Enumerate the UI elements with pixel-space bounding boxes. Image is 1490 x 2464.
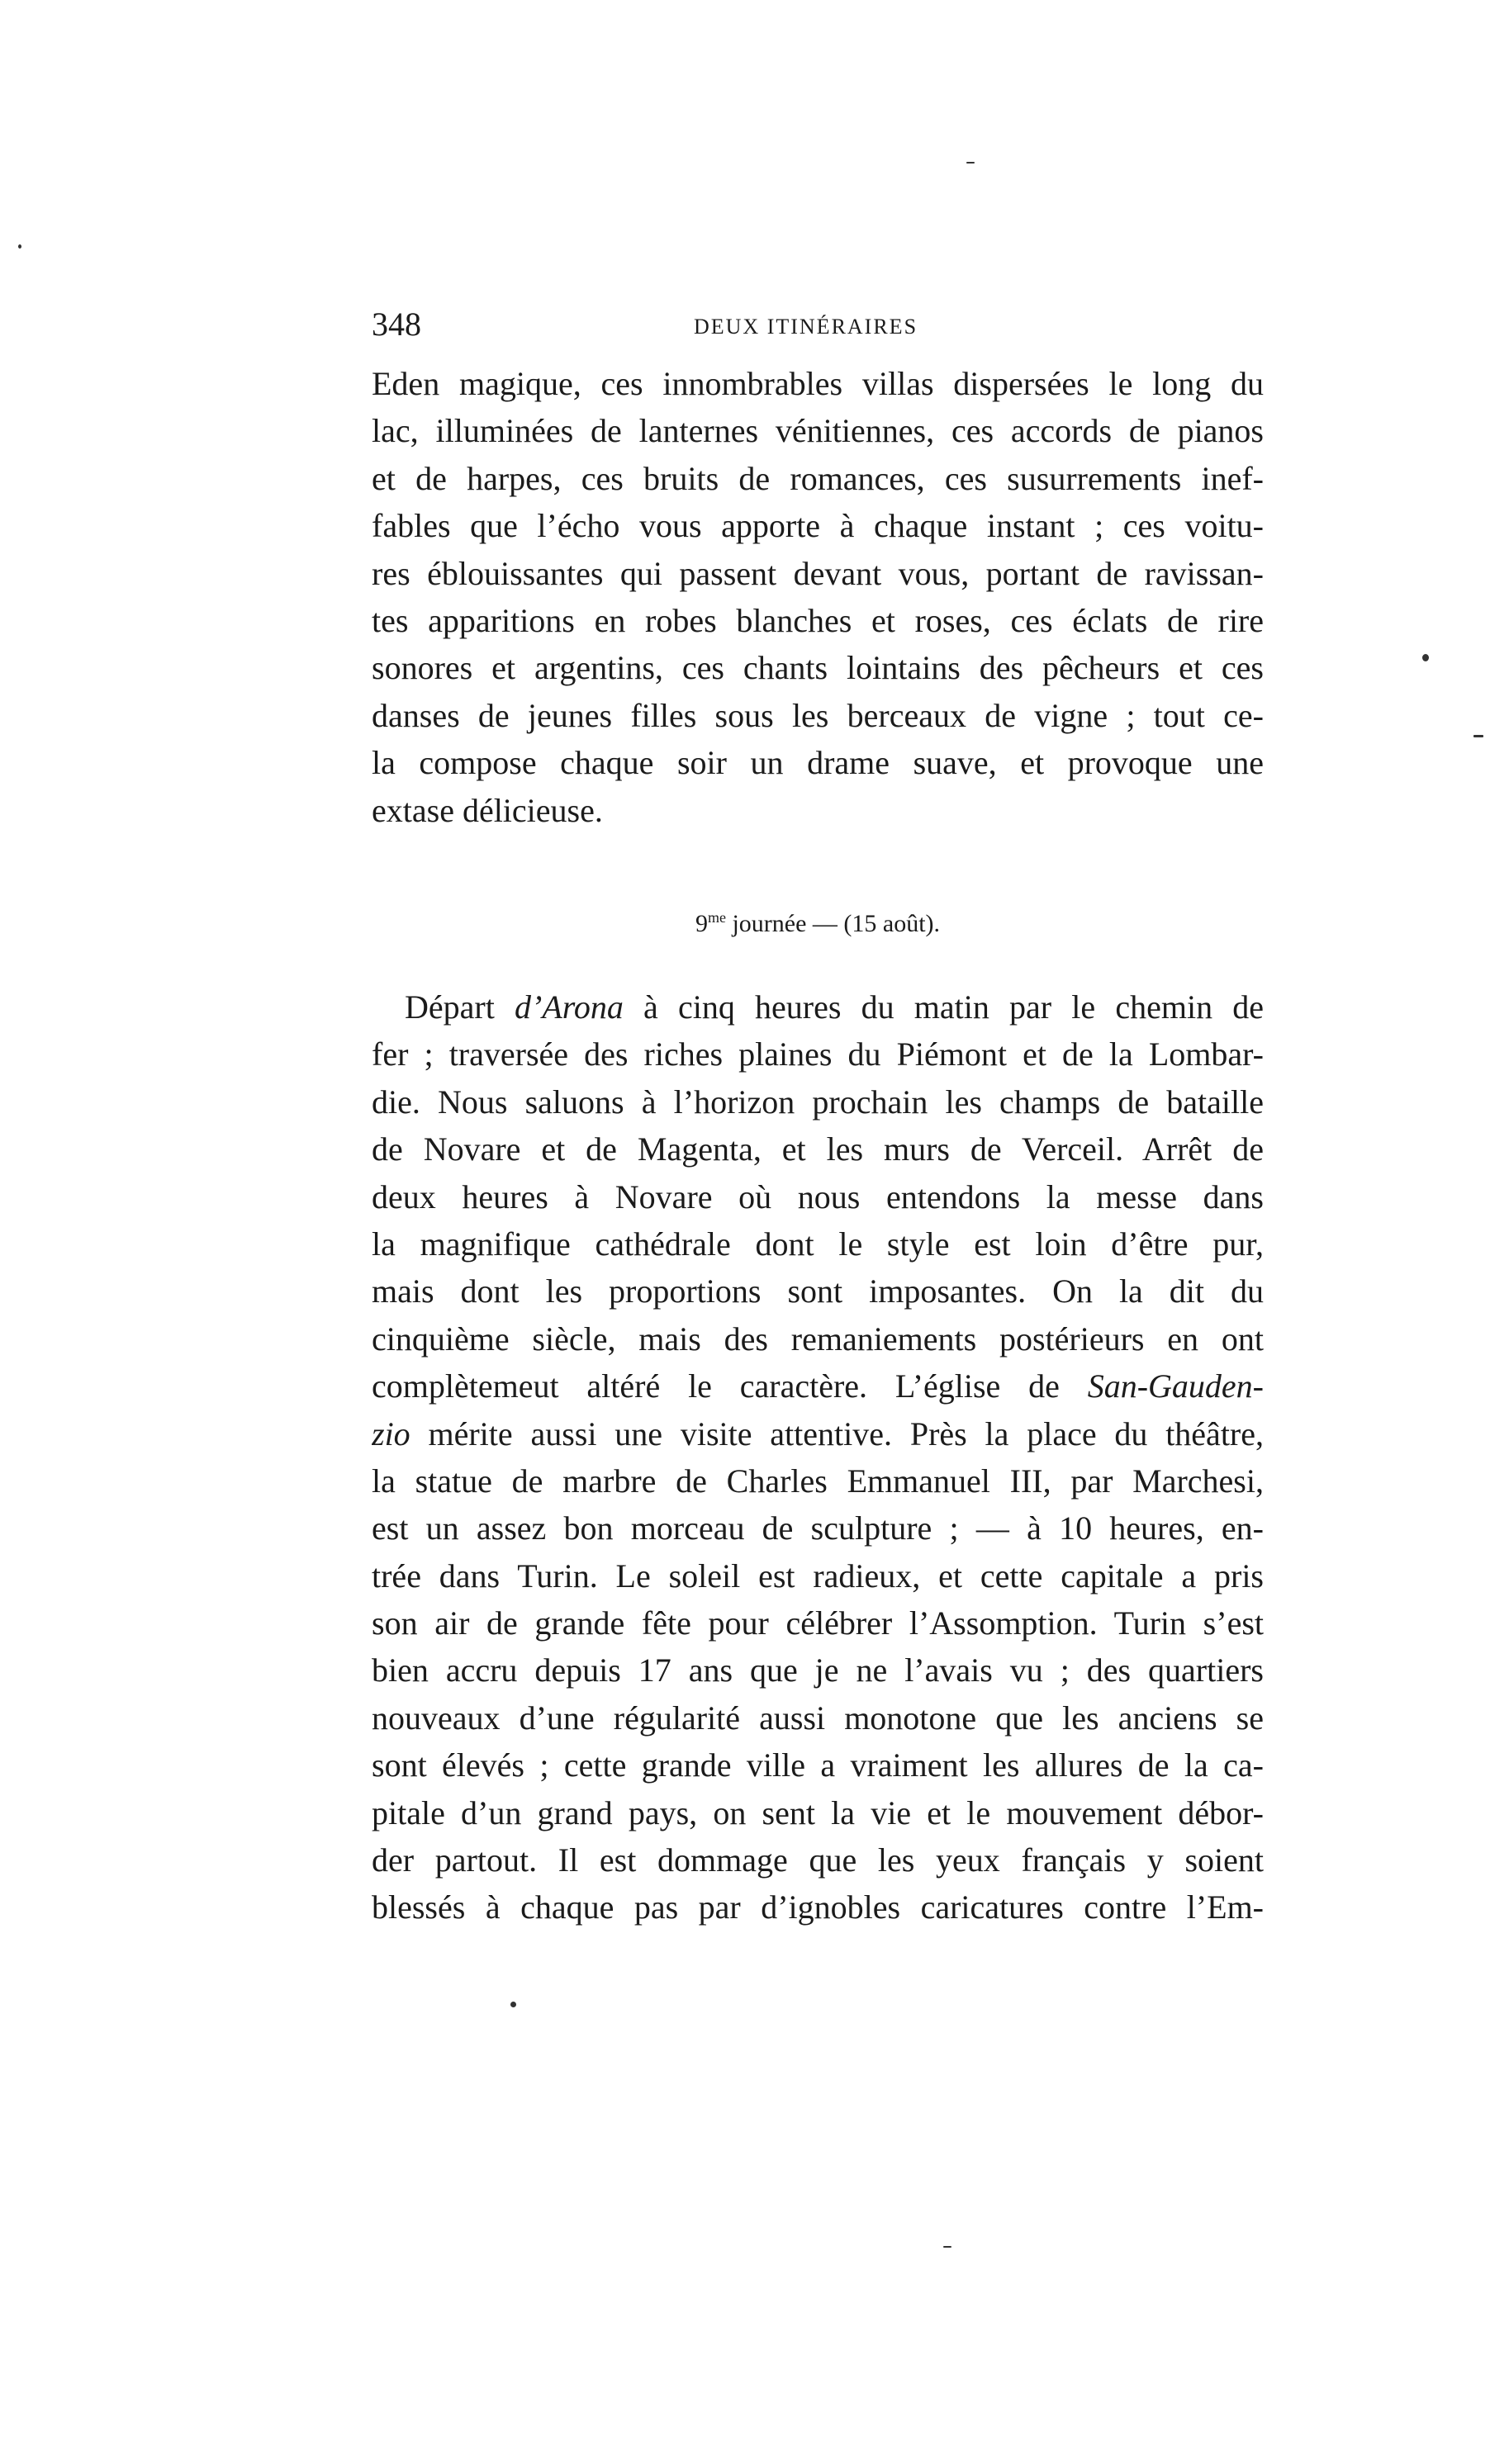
text-line: cinquième siècle, mais des remaniements postérieurs en ont — [372, 1320, 1264, 1358]
text-line: la magnifique cathédrale dont le style est loin d’être pur, — [372, 1225, 1264, 1263]
text-line: extase délicieuse. — [372, 791, 603, 829]
church-name: San-Gauden- — [1087, 1367, 1264, 1405]
scan-speck — [943, 2246, 951, 2248]
scan-speck — [966, 162, 975, 163]
text-line: danses de jeunes filles sous les berceaux de vigne ; tout ce- — [372, 696, 1264, 734]
text-line: nouveaux d’une régularité aussi monotone que les anciens se — [372, 1699, 1264, 1737]
text-run: complètemeut altéré le caractère. L’église de — [372, 1367, 1088, 1405]
paragraph-depart — [372, 983, 1264, 1931]
text-line — [372, 983, 1264, 1031]
paragraph-eden — [372, 360, 1264, 834]
text-line: son air de grande fête pour célébrer l’Assomption. Turin s’est — [372, 1604, 1264, 1642]
text-run: mérite aussi une visite attentive. Près la place du théâtre, — [410, 1414, 1264, 1452]
scan-speck — [1422, 654, 1429, 661]
text-line: der partout. Il est dommage que les yeux français y soient — [372, 1841, 1264, 1879]
text-line: la compose chaque soir un drame suave, et provoque une — [372, 744, 1264, 782]
heading-text: journée — (15 août). — [725, 910, 941, 937]
text-line: die. Nous saluons à l’horizon prochain les champs de bataille — [372, 1083, 1264, 1121]
text-line: Eden magique, ces innombrables villas dispersées le long du — [372, 365, 1264, 402]
text-line: deux heures à Novare où nous entendons la messe dans — [372, 1178, 1264, 1215]
page-number: 348 — [372, 306, 421, 343]
text-line: sont élevés ; cette grande ville a vraiment les allures de la ca- — [372, 1746, 1264, 1784]
text-line: trée dans Turin. Le soleil est radieux, et cette capitale a pris — [372, 1557, 1264, 1594]
place-name: d’Arona — [515, 988, 624, 1026]
text-run: Départ — [405, 988, 515, 1026]
text-line: et de harpes, ces bruits de romances, ces susurrements inef- — [372, 459, 1264, 497]
text-line — [372, 1410, 1264, 1457]
text-line: de Novare et de Magenta, et les murs de Verceil. Arrêt de — [372, 1130, 1264, 1168]
scan-speck — [510, 2002, 516, 2007]
text-line: fer ; traversée des riches plaines du Piémont et de la Lombar- — [372, 1035, 1264, 1073]
running-head — [372, 304, 1264, 345]
text-run: à cinq heures du matin par le chemin de — [623, 988, 1264, 1026]
running-title: DEUX ITINÉRAIRES — [694, 315, 918, 339]
text-line: tes apparitions en robes blanches et roses, ces éclats de rire — [372, 601, 1264, 639]
text-line: sonores et argentins, ces chants lointains des pêcheurs et ces — [372, 649, 1264, 687]
text-line: la statue de marbre de Charles Emmanuel III, par Marchesi, — [372, 1462, 1264, 1500]
text-line: mais dont les proportions sont imposantes. On la dit du — [372, 1272, 1264, 1310]
text-line: blessés à chaque pas par d’ignobles caricatures contre l’Em- — [372, 1888, 1264, 1926]
text-line — [372, 1362, 1264, 1410]
scan-speck — [1473, 735, 1483, 737]
text-line: est un assez bon morceau de sculpture ; — à 10 heures, en- — [372, 1509, 1264, 1547]
text-line: lac, illuminées de lanternes vénitiennes, ces accords de pianos — [372, 412, 1264, 450]
text-line: bien accru depuis 17 ans que je ne l’avais vu ; des quartiers — [372, 1651, 1264, 1689]
scan-speck — [18, 244, 21, 249]
church-name: zio — [372, 1414, 410, 1452]
section-heading — [372, 906, 1264, 942]
text-line: fables que l’écho vous apporte à chaque instant ; ces voitu- — [372, 507, 1264, 545]
heading-number: 9 — [695, 910, 708, 937]
text-line: res éblouissantes qui passent devant vous, portant de ravissan- — [372, 554, 1264, 592]
text-line: pitale d’un grand pays, on sent la vie et le mouvement débor- — [372, 1794, 1264, 1831]
heading-suffix: me — [707, 909, 726, 926]
